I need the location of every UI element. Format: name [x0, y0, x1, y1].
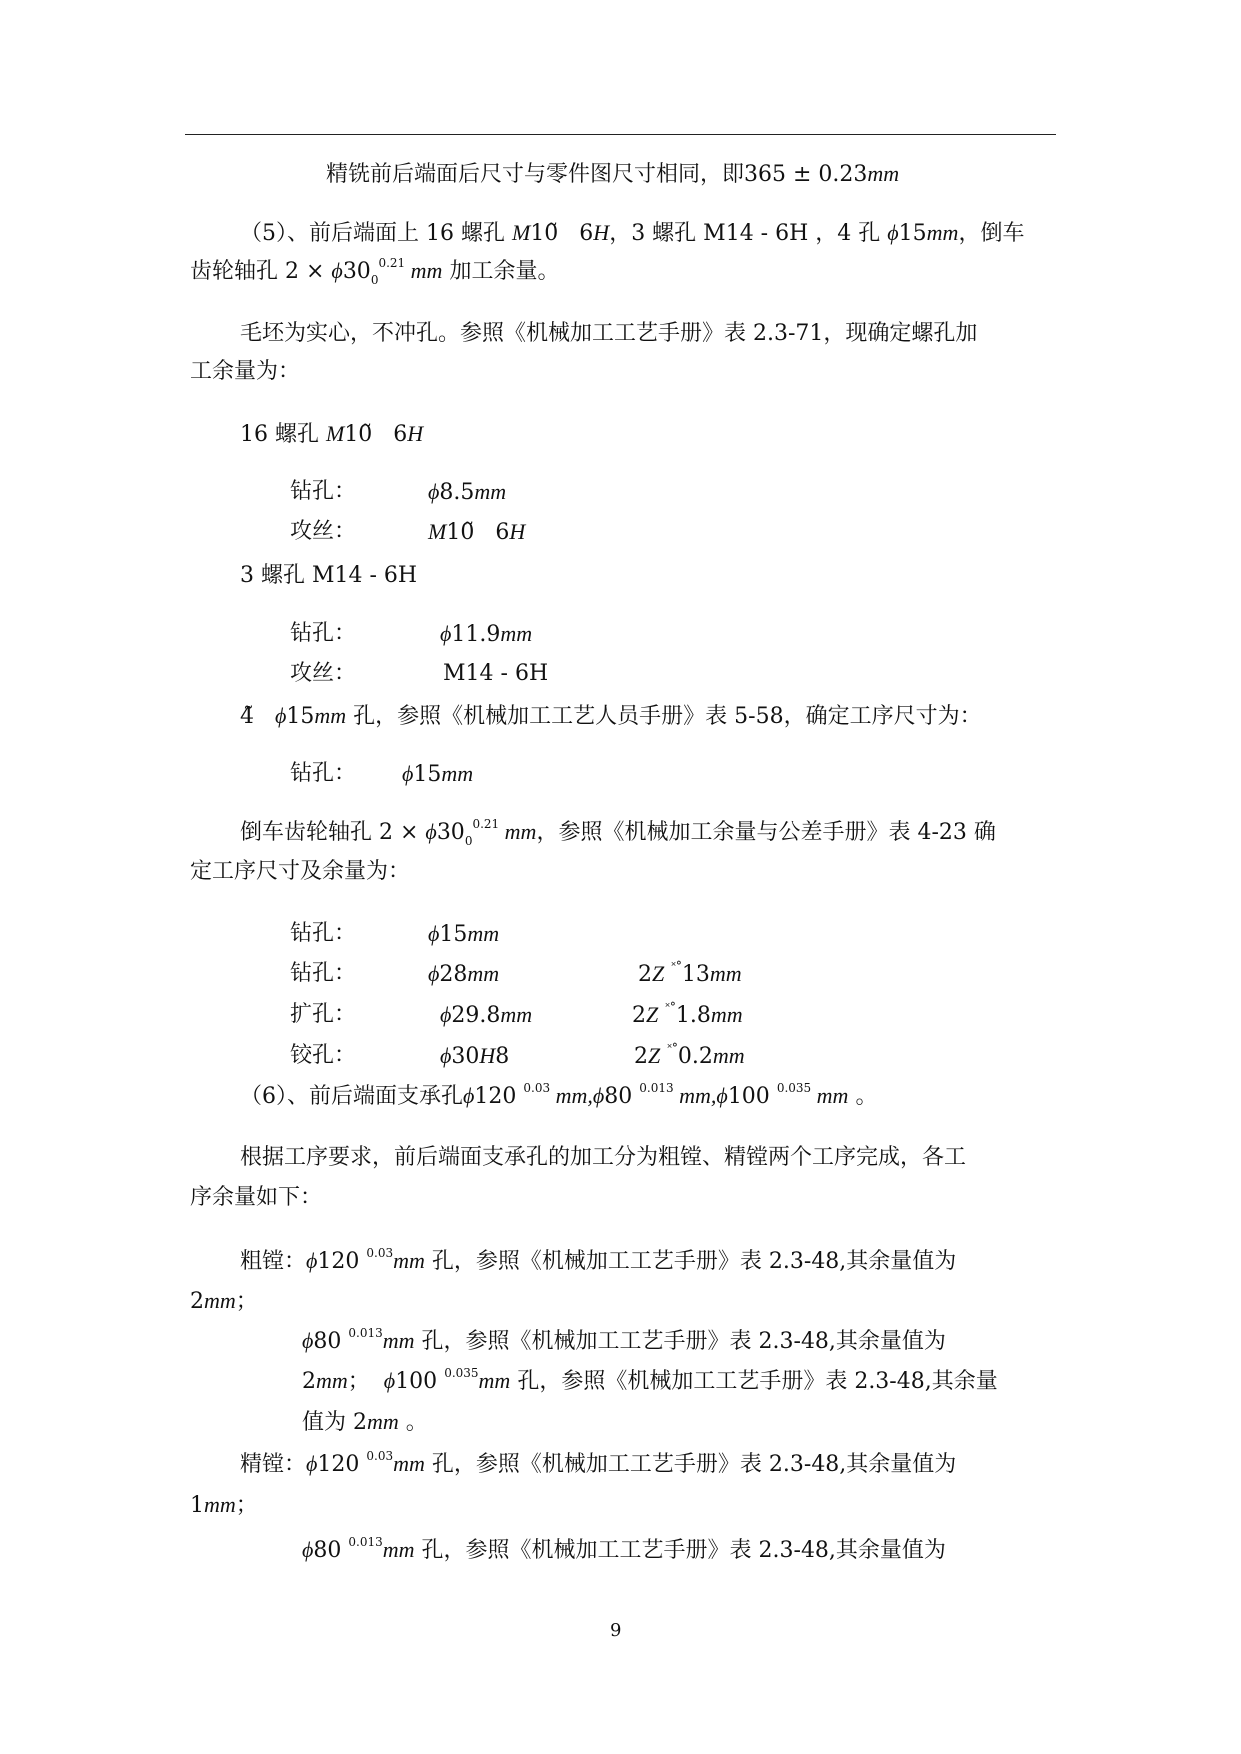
text-line: 攻丝：: [290, 661, 357, 686]
text-line: 16 螺孔 M10̃ 6H: [240, 421, 424, 447]
text-line: （5）、前后端面上 16 螺孔 M10 6H，3 螺孔 M14 - 6H ，4 孔 ϕ15mm，倒车: [240, 220, 1025, 246]
text-line: M10̃ 6H: [428, 519, 526, 545]
text-line: 根据工序要求，前后端面支承孔的加工分为粗镗、精镗两个工序完成，各工: [240, 1145, 967, 1170]
text-line: 值为 2mm 。: [302, 1409, 428, 1435]
text-line: 序余量如下：: [190, 1185, 323, 1210]
text-line: 工余量为：: [190, 359, 301, 384]
text-line: 2mm； ϕ100 $^{0.035}$mm 孔，参照《机械加工工艺手册》表 2.3-48,其余量: [302, 1366, 998, 1394]
text-line: 毛坯为实心，不冲孔。参照《机械加工工艺手册》表 2.3-71，现确定螺孔加: [240, 321, 978, 346]
text-line: 精镗：ϕ120 $^{0.03}$mm 孔，参照《机械加工工艺手册》表 2.3-48,其余量值为: [240, 1449, 957, 1477]
text-line: 粗镗：ϕ120 $^{0.03}$mm 孔，参照《机械加工工艺手册》表 2.3-48,其余量值为: [240, 1246, 957, 1274]
text-line: M14 - 6H: [443, 661, 549, 686]
text-line: 扩孔：: [290, 1002, 357, 1027]
text-line: 钻孔：: [290, 961, 357, 986]
text-line: ϕ15mm: [428, 921, 500, 947]
text-line: （6）、前后端面支承孔ϕ120 $^{0.03}$ mm,ϕ80 $^{0.013}$ mm,ϕ100 $^{0.035}$ mm 。: [240, 1081, 878, 1109]
text-line: 铰孔：: [290, 1043, 357, 1068]
text-line: ϕ30H8: [440, 1043, 510, 1069]
text-line: 钻孔：: [290, 621, 357, 646]
text-line: ϕ28mm: [428, 961, 500, 987]
text-line: 攻丝：: [290, 519, 357, 544]
text-line: ϕ11.9mm: [440, 621, 533, 647]
text-line: 3 螺孔 M14 - 6H: [240, 563, 418, 588]
text-line: ϕ15mm: [402, 761, 474, 787]
text-line: ϕ8.5mm: [428, 479, 507, 505]
text-line: 齿轮轴孔 $2 \times \phi 30_0^{0.21}$ mm 加工余量。: [190, 256, 560, 287]
text-line: 2Z ˟°13mm: [638, 959, 742, 987]
text-line: 2Z ˟°1.8mm: [632, 1000, 743, 1028]
text-line: ϕ80 $^{0.013}$mm 孔，参照《机械加工工艺手册》表 2.3-48,其余量值为: [302, 1535, 946, 1563]
text-line: 钻孔：: [290, 761, 357, 786]
text-line: 定工序尺寸及余量为：: [190, 859, 411, 884]
text-line: ϕ80 $^{0.013}$mm 孔，参照《机械加工工艺手册》表 2.3-48,其余量值为: [302, 1326, 946, 1354]
text-line: 2Z ˟°0.2mm: [634, 1041, 745, 1069]
text-line: ϕ29.8mm: [440, 1002, 533, 1028]
text-line: 2mm；: [190, 1288, 258, 1314]
text-line: 钻孔：: [290, 479, 357, 504]
text-line: 倒车齿轮轴孔 $2 \times \phi 30_0^{0.21}$ mm，参照《机械加工余量与公差手册》表 4-23 确: [240, 817, 996, 848]
text-line: 1mm；: [190, 1492, 258, 1518]
header-rule: [185, 134, 1056, 135]
text-line: 精铣前后端面后尺寸与零件图尺寸相同，即365 ± 0.23mm: [326, 161, 900, 187]
page-number: 9: [610, 1620, 622, 1641]
text-line: 钻孔：: [290, 921, 357, 946]
text-line: 4̃ ϕ15mm 孔，参照《机械加工工艺人员手册》表 5-58，确定工序尺寸为：: [240, 703, 982, 729]
